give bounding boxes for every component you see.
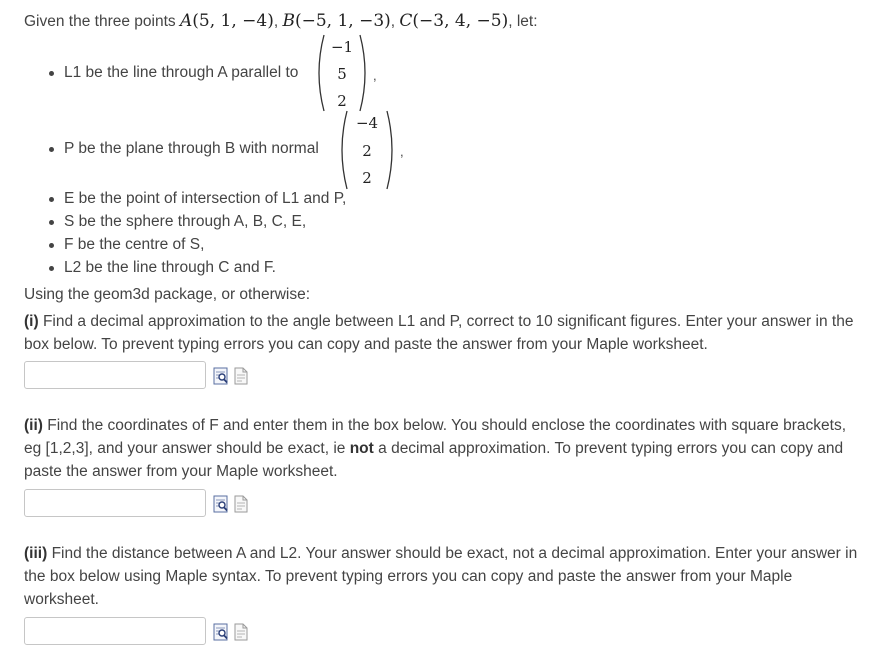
intro-trail: , let: — [508, 13, 538, 30]
help-icon[interactable] — [233, 495, 249, 513]
l1-text: L1 be the line through A parallel to — [64, 64, 299, 81]
l1-trail: , — [373, 68, 377, 83]
question-label: (ii) — [24, 417, 43, 434]
point-b: B(−5, 1, −3) — [282, 11, 391, 31]
bullet-dot — [49, 243, 54, 248]
bullet-dot — [49, 147, 54, 152]
question-text: Find a decimal approximation to the angle between L1 and P, correct to 10 significant figures. Enter your answer in the box below. To prevent typing errors you can copy and paste the answer from your Maple worksheet. — [24, 313, 854, 353]
vector-entry: 2 — [337, 92, 347, 110]
bullet-item: F be the centre of S, — [64, 236, 205, 253]
plane-text: P be the plane through B with normal — [64, 140, 319, 157]
bullet-item: S be the sphere through A, B, C, E, — [64, 213, 307, 230]
question-label: (i) — [24, 313, 39, 330]
preview-icon[interactable] — [213, 367, 229, 385]
help-icon[interactable] — [233, 367, 249, 385]
l1-direction-vector — [313, 34, 371, 112]
intro-line: Given the three points A(5, 1, −4), B(−5, 1, −3), C(−3, 4, −5), let: — [24, 11, 538, 31]
vector-entry: −1 — [330, 38, 354, 56]
vector-entry: 2 — [362, 142, 372, 160]
question-label: (iii) — [24, 545, 48, 562]
vector-entry: −4 — [355, 114, 379, 132]
point-c: C(−3, 4, −5) — [399, 11, 509, 31]
help-icon[interactable] — [233, 623, 249, 641]
question-text-cont: a decimal approximation. To prevent typing errors you can copy and paste the answer from your Maple worksheet. — [24, 440, 844, 480]
answer-input-3[interactable] — [24, 617, 206, 645]
question-2 — [24, 414, 862, 483]
bullet-dot — [49, 266, 54, 271]
plane-trail: , — [400, 144, 404, 159]
question-1 — [24, 310, 862, 356]
vector-entry: 5 — [337, 65, 347, 83]
emphasis-word: not — [349, 440, 374, 457]
preview-icon[interactable] — [213, 623, 229, 641]
answer-input-2[interactable] — [24, 489, 206, 517]
bullet-dot — [49, 197, 54, 202]
point-a: A(5, 1, −4) — [179, 11, 274, 31]
question-text: Find the coordinates of F and enter them in the box below. You should enclose the coordinates with square brackets, eg [1,2,3], and your answer should be exact, ie — [24, 417, 846, 457]
question-text: Find the distance between A and L2. Your answer should be exact, not a decimal approximation. Enter your answer in the box below using Maple syntax. To prevent typing errors you can copy and paste the answer from your Maple worksheet. — [24, 545, 858, 608]
answer-input-1[interactable] — [24, 361, 206, 389]
bullet-item: L2 be the line through C and F. — [64, 259, 276, 276]
vector-entry: 2 — [362, 169, 372, 187]
bullet-item: E be the point of intersection of L1 and P, — [64, 190, 347, 207]
using-text: Using the geom3d package, or otherwise: — [24, 286, 311, 303]
bullet-dot — [49, 220, 54, 225]
bullet-dot — [49, 71, 54, 76]
preview-icon[interactable] — [213, 495, 229, 513]
plane-normal-vector — [336, 110, 398, 190]
question-3 — [24, 542, 862, 611]
intro-lead: Given the three points — [24, 13, 176, 30]
